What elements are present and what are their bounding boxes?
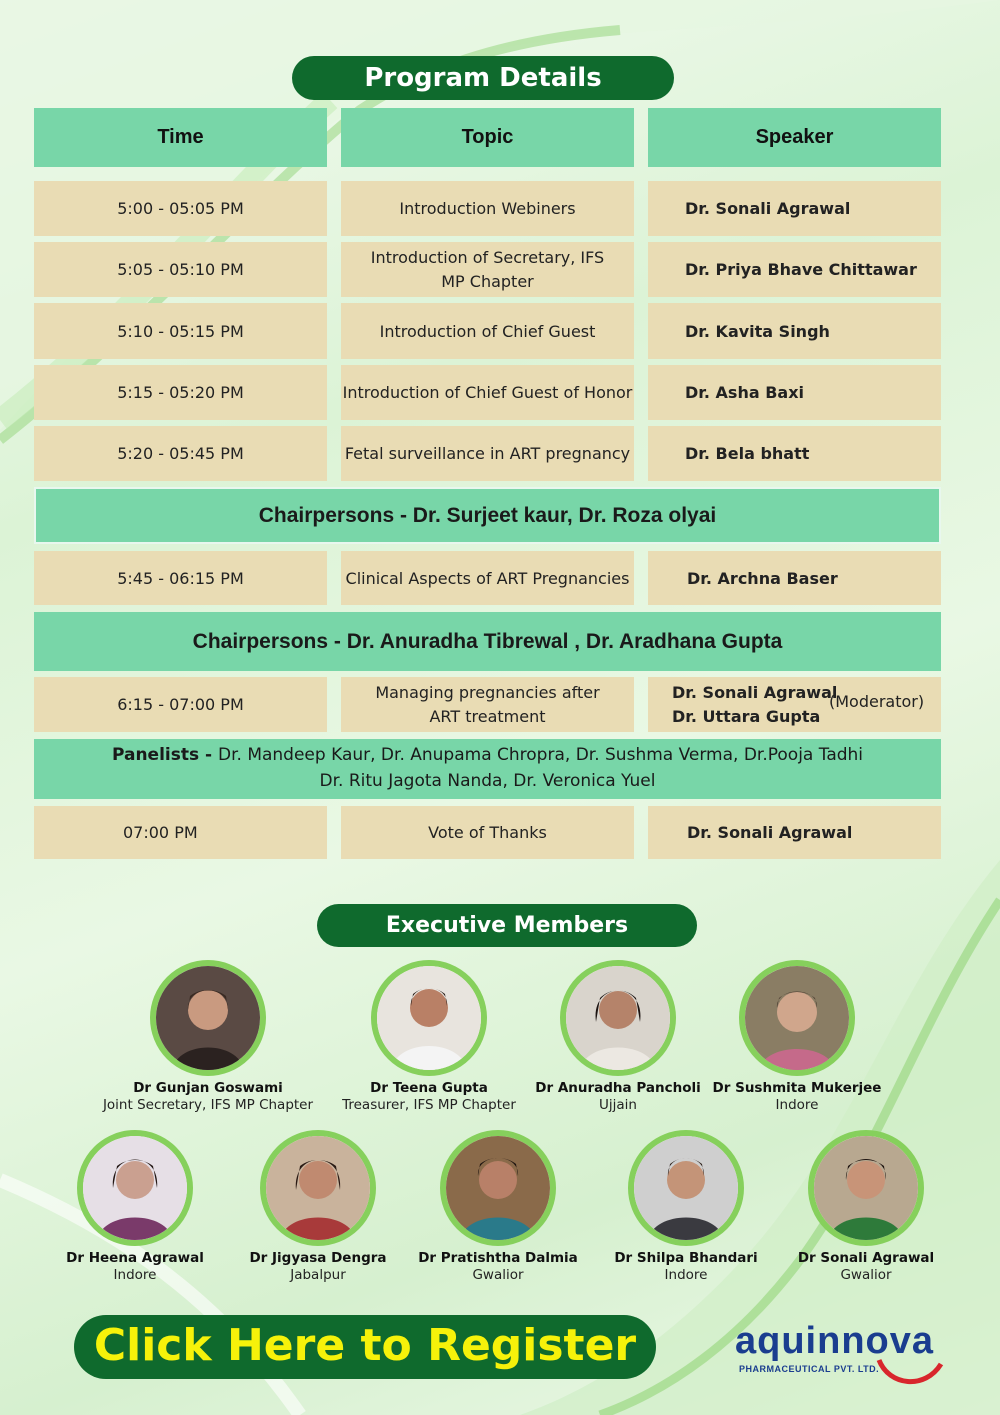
row-speaker: Dr. Kavita Singh	[648, 303, 941, 359]
person-silhouette-icon	[83, 1136, 187, 1240]
row-topic-line-2: MP Chapter	[441, 271, 534, 291]
member-role: Indore	[664, 1267, 708, 1283]
row-speaker: Dr. Bela bhatt	[648, 426, 941, 481]
person-silhouette-icon	[566, 966, 670, 1070]
aquinnova-logo	[735, 1312, 960, 1392]
row-speaker: Dr. Sonali Agrawal	[648, 181, 941, 236]
header-time: Time	[34, 108, 327, 167]
row-time: 5:05 - 05:10 PM	[34, 242, 327, 297]
member-photo	[260, 1130, 376, 1246]
row-topic: Fetal surveillance in ART pregnancy	[341, 426, 634, 481]
executive-members-title: Executive Members	[317, 904, 697, 947]
member-name: Dr Shilpa Bhandari	[614, 1250, 758, 1266]
panelists-band	[34, 739, 941, 799]
member-role: Indore	[775, 1097, 819, 1113]
person-silhouette-icon	[745, 966, 849, 1070]
member-name: Dr Gunjan Goswami	[133, 1080, 283, 1096]
member-role: Joint Secretary, IFS MP Chapter	[102, 1097, 314, 1113]
row-topic-line-1: Introduction of Secretary, IFS	[370, 247, 605, 267]
person-silhouette-icon	[377, 966, 481, 1070]
row-speaker: Dr. Sonali Agrawal	[648, 806, 941, 859]
member-photo	[77, 1130, 193, 1246]
panelists-label: Panelists -	[111, 745, 218, 765]
panelists-line-2: Dr. Ritu Jagota Nanda, Dr. Veronica Yuel	[319, 771, 656, 791]
row-topic: Introduction Webiners	[341, 181, 634, 236]
person-silhouette-icon	[446, 1136, 550, 1240]
row-time: 5:15 - 05:20 PM	[34, 365, 327, 420]
member-name: Dr Pratishtha Dalmia	[418, 1250, 578, 1266]
member-card	[93, 960, 323, 1113]
member-card	[682, 960, 912, 1113]
row-speaker: Dr. Asha Baxi	[648, 365, 941, 420]
member-photo	[739, 960, 855, 1076]
member-photo	[628, 1130, 744, 1246]
row-topic: Vote of Thanks	[341, 806, 634, 859]
person-silhouette-icon	[634, 1136, 738, 1240]
member-photo	[808, 1130, 924, 1246]
speaker-name: Dr. Uttara Gupta	[672, 707, 821, 726]
row-topic	[341, 242, 634, 297]
header-speaker: Speaker	[648, 108, 941, 167]
row-speaker	[648, 677, 941, 732]
row-topic: Introduction of Chief Guest of Honor	[341, 365, 634, 420]
program-details-title: Program Details	[292, 56, 674, 100]
row-topic-line-1: Managing pregnancies after	[375, 682, 600, 702]
member-role: Gwalior	[472, 1267, 524, 1283]
row-topic	[341, 677, 634, 732]
moderator-note: (Moderator)	[829, 692, 925, 711]
row-time: 5:20 - 05:45 PM	[34, 426, 327, 481]
row-time: 5:45 - 06:15 PM	[34, 551, 327, 605]
member-photo	[371, 960, 487, 1076]
member-role: Ujjain	[599, 1097, 637, 1113]
member-card	[751, 1130, 981, 1283]
member-name: Dr Anuradha Pancholi	[535, 1080, 701, 1096]
member-photo	[150, 960, 266, 1076]
speaker-list	[672, 681, 837, 729]
member-name: Dr Jigyasa Dengra	[249, 1250, 387, 1266]
member-name: Dr Heena Agrawal	[66, 1250, 204, 1266]
logo-subtitle: PHARMACEUTICAL PVT. LTD.	[739, 1364, 880, 1374]
row-speaker: Dr. Archna Baser	[648, 551, 941, 605]
member-role: Jabalpur	[290, 1267, 346, 1283]
member-role: Treasurer, IFS MP Chapter	[342, 1097, 516, 1113]
row-topic-line-2: ART treatment	[429, 706, 546, 726]
member-name: Dr Sushmita Mukerjee	[712, 1080, 882, 1096]
chairpersons-band: Chairpersons - Dr. Anuradha Tibrewal , Dr. Aradhana Gupta	[34, 612, 941, 671]
member-photo	[440, 1130, 556, 1246]
row-topic: Introduction of Chief Guest	[341, 303, 634, 359]
row-time: 5:00 - 05:05 PM	[34, 181, 327, 236]
person-silhouette-icon	[156, 966, 260, 1070]
register-button[interactable]: Click Here to Register	[74, 1315, 656, 1379]
person-silhouette-icon	[814, 1136, 918, 1240]
chairpersons-band: Chairpersons - Dr. Surjeet kaur, Dr. Roza olyai	[34, 487, 941, 544]
member-role: Gwalior	[840, 1267, 892, 1283]
member-photo	[560, 960, 676, 1076]
row-time: 5:10 - 05:15 PM	[34, 303, 327, 359]
panelists-line-1: Dr. Mandeep Kaur, Dr. Anupama Chropra, Dr. Sushma Verma, Dr.Pooja Tadhi	[218, 745, 864, 765]
header-topic: Topic	[341, 108, 634, 167]
row-time: 07:00 PM	[34, 806, 327, 859]
row-speaker: Dr. Priya Bhave Chittawar	[648, 242, 941, 297]
row-time: 6:15 - 07:00 PM	[34, 677, 327, 732]
member-role: Indore	[113, 1267, 157, 1283]
row-topic: Clinical Aspects of ART Pregnancies	[341, 551, 634, 605]
member-name: Dr Sonali Agrawal	[797, 1250, 935, 1266]
member-name: Dr Teena Gupta	[370, 1080, 488, 1096]
speaker-name: Dr. Sonali Agrawal	[672, 683, 838, 702]
logo-swoosh-icon	[875, 1356, 945, 1390]
logo-wordmark: aquinnova	[735, 1320, 935, 1362]
person-silhouette-icon	[266, 1136, 370, 1240]
